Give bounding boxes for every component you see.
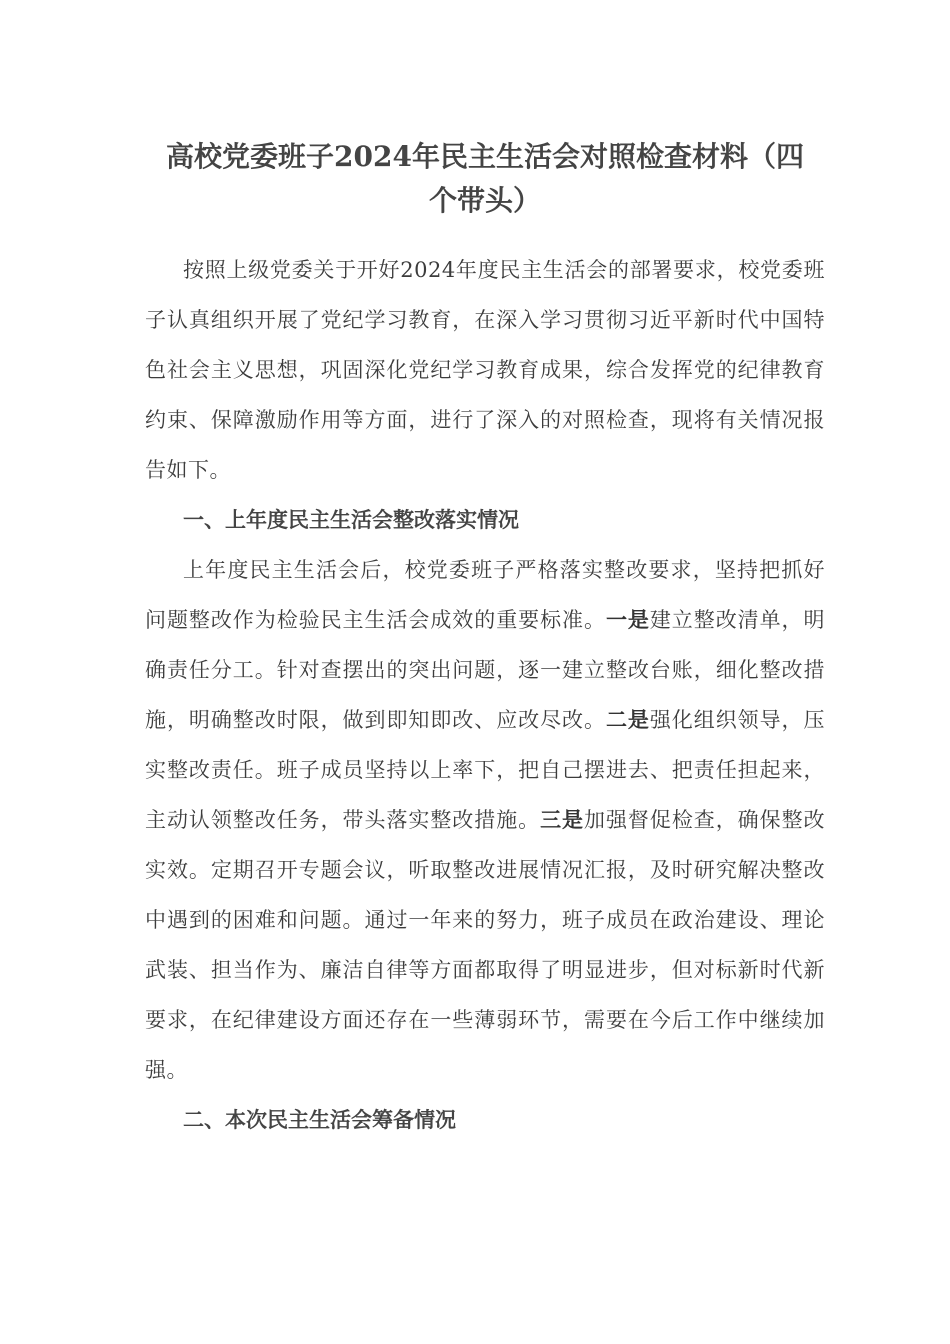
point-two-label: 二是: [605, 707, 650, 732]
section-1-text-2: 建立整改清单，明确责任分工。针对查摆出的突出问题，逐一建立整改台账，细化整改措施，明确整改时限，做到即知即改、应改尽改。: [145, 608, 826, 732]
section-1-text-1: 上年度民主生活会后，校党委班子严格落实整改要求，坚持把抓好问题整改作为检验民主生活会成效的重要标准。: [145, 558, 825, 632]
point-three-label: 三是: [540, 807, 585, 832]
point-one-label: 一是: [605, 607, 650, 632]
section-1-text-4: 加强督促检查，确保整改实效。定期召开专题会议，听取整改进展情况汇报，及时研究解决整改中遇到的困难和问题。通过一年来的努力，班子成员在政治建设、理论武装、担当作为、廉洁自律等方面都取得了明显进步，但对标新时代新要求，在纪律建设方面还存在一些薄弱环节，需要在今后工作中继续加强。: [145, 808, 826, 1082]
section-2-heading: 二、本次民主生活会筹备情况: [183, 1108, 456, 1132]
document-body: [145, 245, 825, 1145]
intro-paragraph: 按照上级党委关于开好2024年度民主生活会的部署要求，校党委班子认真组织开展了党纪学习教育，在深入学习贯彻习近平新时代中国特色社会主义思想，巩固深化党纪学习教育成果，综合发挥党的纪律教育约束、保障激励作用等方面，进行了深入的对照检查，现将有关情况报告如下。: [145, 258, 825, 482]
title-line-2: 个带头）: [428, 184, 541, 217]
document-title: [145, 135, 825, 223]
section-1-text-3: 强化组织领导，压实整改责任。班子成员坚持以上率下，把自己摆进去、把责任担起来，主动认领整改任务，带头落实整改措施。: [145, 708, 826, 832]
section-1-heading: 一、上年度民主生活会整改落实情况: [183, 508, 519, 532]
title-line-1: 高校党委班子2024年民主生活会对照检查材料（四: [166, 140, 804, 173]
section-1-paragraph: [145, 545, 825, 1095]
